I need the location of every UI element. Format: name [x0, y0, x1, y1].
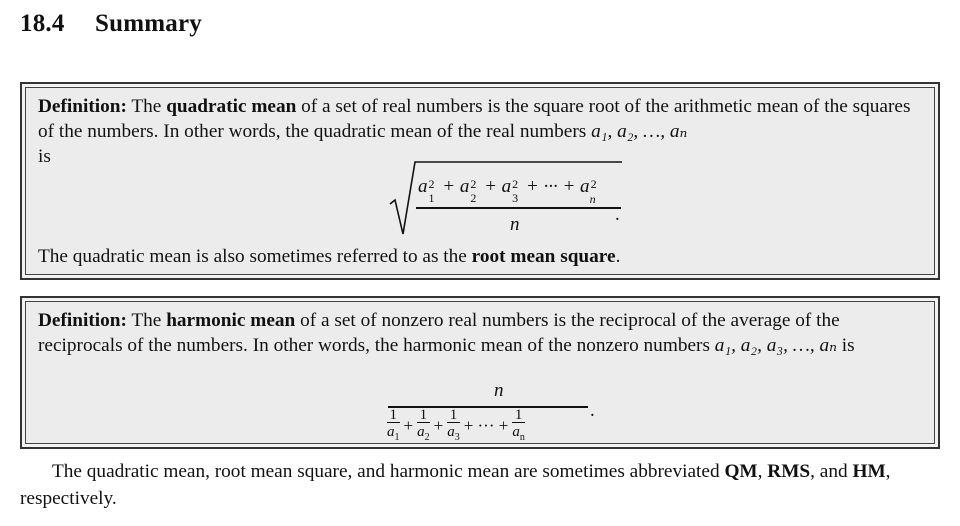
definition-text-part: The [126, 310, 167, 331]
term-an: + ··· + a [525, 176, 590, 197]
fraction-bar [416, 207, 621, 209]
term-a1: a [418, 176, 428, 197]
harmonic-mean-definition-box [20, 296, 940, 449]
reciprocal-a3: $\frac{1}{a_3}$ [447, 407, 460, 443]
definition-text-is: is [836, 335, 855, 356]
definition-text-part: of a set of real numbers is the square root of the arithmetic mean of the squares of the numbers. In other words, the quadratic mean of the real numbers [38, 96, 911, 142]
plus-sign: + [403, 416, 414, 435]
quadratic-mean-definition-box [20, 82, 940, 280]
summary-paragraph [20, 458, 950, 512]
section-heading [20, 10, 202, 38]
quadratic-mean-formula [386, 158, 626, 240]
formula-period: . [590, 400, 595, 421]
definition-text-part: The [126, 96, 167, 117]
formula-numerator: a 2 1 + a 2 2 + a 2 3 + ··· + a 2 n [418, 176, 597, 206]
term-harmonic-mean: harmonic mean [166, 310, 296, 331]
harmonic-mean-definition-inner [25, 301, 935, 444]
abbr-qm: QM [724, 461, 758, 482]
definition-label: Definition: [38, 96, 127, 117]
footer-text: The quadratic mean is also sometimes referred to as the [38, 246, 472, 267]
reciprocal-a2: $\frac{1}{a_2}$ [417, 407, 430, 443]
harmonic-mean-formula [386, 380, 626, 444]
quadratic-mean-definition-text [38, 94, 922, 144]
plus-sign: + [433, 416, 444, 435]
term-quadratic-mean: quadratic mean [166, 96, 297, 117]
footer-period: . [615, 246, 621, 267]
formula-numerator: n [494, 380, 504, 401]
formula-period: . [615, 204, 620, 225]
section-title: Summary [95, 10, 202, 37]
term-root-mean-square: root mean square [471, 246, 616, 267]
variables-list: a₁, a₂, a₃, …, aₙ [714, 335, 837, 356]
quadratic-mean-definition-inner [25, 87, 935, 275]
abbr-hm: HM [852, 461, 886, 482]
definition-text-is: is [38, 146, 51, 167]
ellipsis-plus: + ··· + [463, 416, 509, 435]
summary-comma: , [757, 461, 768, 482]
summary-text: The quadratic mean, root mean square, and harmonic mean are sometimes abbreviated [52, 461, 725, 482]
formula-denominator [386, 406, 526, 443]
definition-text-part: of a set of nonzero real numbers is the reciprocal of the average of the reciprocals of the numbers. In other words, the harmonic mean of the nonzero numbers [38, 310, 840, 356]
term-a2: + a [442, 176, 470, 197]
definition-label: Definition: [38, 310, 127, 331]
term-a3: + a [484, 176, 512, 197]
reciprocal-a1: $\frac{1}{a_1}$ [387, 407, 400, 443]
abbr-rms: RMS [767, 461, 811, 482]
section-number: 18.4 [20, 10, 65, 37]
quadratic-mean-footer [38, 244, 620, 269]
reciprocal-an: $\frac{1}{a_n}$ [512, 407, 525, 443]
summary-end: , respectively. [20, 461, 891, 509]
formula-denominator: n [510, 214, 520, 235]
harmonic-mean-definition-text [38, 308, 922, 358]
variables-list: a₁, a₂, …, aₙ [591, 121, 688, 142]
summary-and: , and [810, 461, 853, 482]
